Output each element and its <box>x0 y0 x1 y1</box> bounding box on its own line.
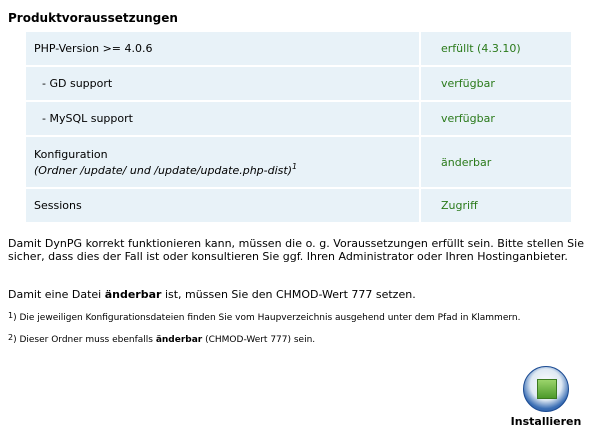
requirement-status: änderbar <box>441 155 492 169</box>
requirement-label <box>26 102 421 135</box>
footnote-text-bold: änderbar <box>155 335 203 345</box>
requirement-label-text: - MySQL support <box>42 112 133 125</box>
requirement-status: verfügbar <box>441 112 495 125</box>
info-paragraph: Damit DynPG korrekt funktionieren kann, müssen die o. g. Voraussetzungen erfüllt sein. Bitte stellen Sie sicher, dass dies der Fall ist oder konsultieren Sie ggf. Ihren Administrator oder Ihren Hostinganbieter. <box>8 237 584 263</box>
requirement-label <box>26 67 421 100</box>
table-row <box>26 137 571 187</box>
chmod-paragraph <box>8 288 584 301</box>
footnote-1 <box>8 313 520 323</box>
requirement-status: verfügbar <box>441 77 495 90</box>
page-title: Produktvoraussetzungen <box>8 11 178 25</box>
install-button[interactable] <box>508 366 584 428</box>
footnote-text-pre: ) Dieser Ordner muss ebenfalls <box>13 335 156 345</box>
chmod-text-pre: Damit eine Datei <box>8 288 105 301</box>
table-row <box>26 102 571 135</box>
requirement-status: Zugriff <box>441 199 478 212</box>
requirement-status: erfüllt (4.3.10) <box>441 42 521 55</box>
requirement-label: Sessions <box>26 189 421 222</box>
footnote-text: ) Die jeweiligen Konfigurationsdateien finden Sie vom Haupverzeichnis ausgehend unter dem Pfad in Klammern. <box>13 313 521 323</box>
install-label[interactable]: Installieren <box>510 415 582 428</box>
footnote-2 <box>8 335 315 345</box>
chmod-text-post: ist, müssen Sie den CHMOD-Wert 777 setzen. <box>161 288 416 301</box>
footnote-number: 2 <box>8 333 14 342</box>
footnote-number: 1 <box>8 311 14 320</box>
sublabel-text: (Ordner /update/ und /update/update.php-dist) <box>34 163 293 177</box>
requirement-sublabel <box>34 161 419 177</box>
requirement-label <box>26 137 421 187</box>
footnote-text-post: (CHMOD-Wert 777) sein. <box>202 335 316 345</box>
footnote-ref: 1 <box>292 161 298 171</box>
requirements-table <box>26 32 571 224</box>
install-icon[interactable] <box>523 366 569 412</box>
requirement-label: PHP-Version >= 4.0.6 <box>26 32 421 65</box>
table-row <box>26 189 571 222</box>
table-row <box>26 32 571 65</box>
chmod-text-bold: änderbar <box>104 288 162 301</box>
requirement-label-text: - GD support <box>42 77 113 90</box>
requirement-label-text: Konfiguration <box>34 147 108 161</box>
table-row <box>26 67 571 100</box>
package-icon <box>537 379 557 399</box>
